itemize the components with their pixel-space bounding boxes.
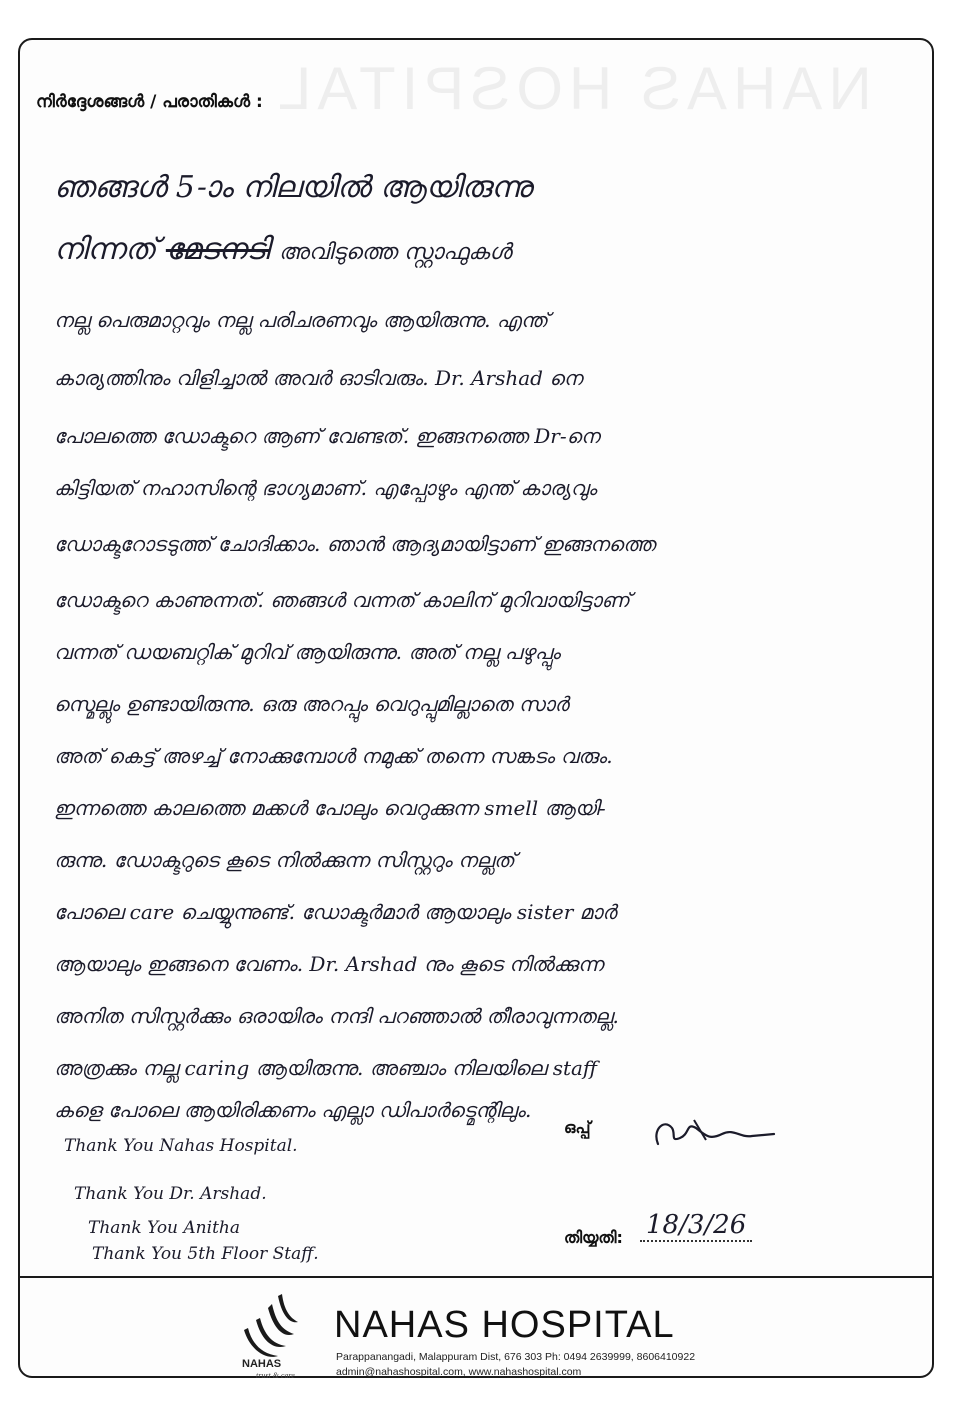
note-line: അത്രക്കും നല്ല caring ആയിരുന്നു. അഞ്ചാം നിലയിലെ staff	[54, 1056, 598, 1080]
logo-tagline: trust & care	[256, 1371, 295, 1380]
thanks-line: Thank You 5th Floor Staff.	[92, 1244, 319, 1264]
note-line: കാര്യത്തിനും വിളിച്ചാൽ അവർ ഓടിവരും. Dr. Arshad നെ	[54, 366, 583, 390]
signature-label: ഒപ്പ്	[564, 1118, 591, 1137]
footer-divider	[20, 1276, 932, 1278]
thanks-line: Thank You Dr. Arshad.	[74, 1184, 267, 1204]
date-label: തിയ്യതി:	[564, 1228, 623, 1247]
feedback-form	[18, 38, 934, 1378]
hospital-address: Parappanangadi, Malappuram Dist, 676 303 Ph: 0494 2639999, 8606410922	[336, 1351, 696, 1363]
note-line: ഇന്നത്തെ കാലത്തെ മക്കൾ പോലും വെറുക്കുന്ന smell ആയി-	[54, 796, 606, 820]
note-line: പോലെ care ചെയ്യുന്നുണ്ട്. ഡോക്ടർമാർ ആയാലും sister മാർ	[54, 900, 617, 924]
note-line: അനിത സിസ്റ്റർക്കും ഒരായിരം നന്ദി പറഞ്ഞാൽ തീരാവുന്നതല്ല.	[54, 1004, 619, 1028]
note-line-tail: അവിടുത്തെ സ്റ്റാഫുകൾ	[278, 240, 512, 265]
note-line: അത് കെട്ട് അഴച്ച് നോക്കുമ്പോൾ നമുക്ക് തന്നെ സങ്കടം വരും.	[54, 744, 613, 768]
note-line-start: നിന്നത്	[54, 232, 166, 267]
note-line	[54, 232, 511, 267]
note-line: കളെ പോലെ ആയിരിക്കണം എല്ലാ ഡിപാർട്മെന്റിലും.	[54, 1098, 532, 1122]
hospital-name: NAHAS HOSPITAL	[334, 1304, 675, 1346]
note-line: സ്മെല്ലും ഉണ്ടായിരുന്നു. ഒരു അറപ്പും വെറുപ്പുമില്ലാതെ സാർ	[54, 692, 569, 716]
date-value: 18/3/26	[640, 1210, 752, 1242]
note-line: പോലത്തെ ഡോക്ടറെ ആണ് വേണ്ടത്. ഇങ്ങനത്തെ Dr-നെ	[54, 424, 600, 448]
thanks-line: Thank You Anitha	[88, 1218, 240, 1238]
hospital-contact: admin@nahashospital.com, www.nahashospital.com	[336, 1366, 582, 1378]
note-line: രുന്നു. ഡോക്ടറുടെ കൂടെ നിൽക്കുന്ന സിസ്റ്ററും നല്ലത്	[54, 848, 515, 872]
hospital-watermark: NAHAS HOSPITAL	[272, 55, 872, 122]
note-line: ആയാലും ഇങ്ങനെ വേണം. Dr. Arshad നും കൂടെ നിൽക്കുന്ന	[54, 952, 604, 976]
struck-word: മേടനടി	[165, 232, 270, 267]
logo-wordmark: NAHAS	[242, 1358, 282, 1370]
form-heading: നിർദ്ദേശങ്ങൾ / പരാതികൾ :	[36, 92, 263, 112]
note-line: നല്ല പെരുമാറ്റവും നല്ല പരിചരണവും ആയിരുന്നു. എന്ത്	[54, 308, 548, 332]
note-line: വന്നത് ഡയബറ്റിക് മുറിവ് ആയിരുന്നു. അത് നല്ല പഴുപ്പും	[54, 640, 561, 664]
note-line: ഡോക്ടറെ കാണുന്നത്. ഞങ്ങൾ വന്നത് കാലിന് മുറിവായിട്ടാണ്	[54, 588, 630, 612]
thanks-line: Thank You Nahas Hospital.	[64, 1136, 298, 1156]
note-line: കിട്ടിയത് നഹാസിന്റെ ഭാഗ്യമാണ്. എപ്പോഴും എന്ത് കാര്യവും	[54, 476, 597, 500]
note-line: ഞങ്ങൾ 5-ാം നിലയിൽ ആയിരുന്നു	[54, 170, 532, 205]
note-line: ഡോക്ടറോടടുത്ത് ചോദിക്കാം. ഞാൻ ആദ്യമായിട്ടാണ് ഇങ്ങനത്തെ	[54, 532, 656, 556]
signature	[650, 1110, 780, 1154]
